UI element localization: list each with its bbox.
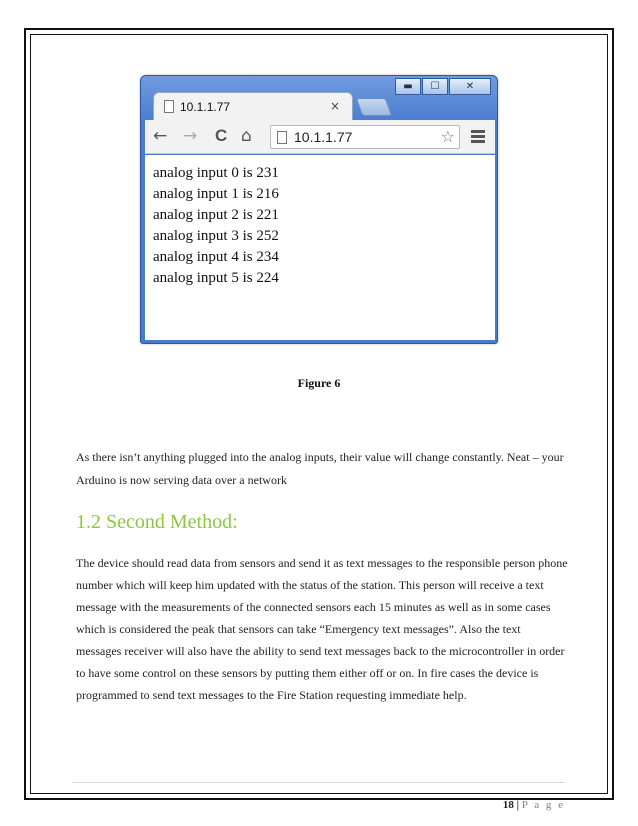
tab-close-icon[interactable]: × — [329, 99, 340, 113]
body-paragraph: As there isn’t anything plugged into the analog inputs, their value will change constantly. Neat – your Arduino is now serving data over a network — [76, 450, 564, 487]
menu-icon[interactable] — [471, 130, 485, 145]
browser-toolbar — [145, 120, 495, 154]
analog-reading: analog input 2 is 221 — [153, 207, 279, 223]
close-window-icon[interactable]: ✕ — [449, 78, 491, 95]
body-paragraph: The device should read data from sensors and send it as text messages to the responsible person phone number which will keep him updated with the status of the station. This person will receive a text message with the measurements of the connected sensors each 15 minutes as well as in some cases which is considered the peak that sensors can take “Emergency text messages”. Also the text messages receiver will also have the ability to send text messages back to the microcontroller in order to have some control on these sensors by putting them either off or on. In fire cases the device is programmed to send text messages to the Fire Station requesting immediate help. — [76, 556, 568, 702]
bookmark-star-icon[interactable]: ☆ — [440, 127, 455, 146]
new-tab-button[interactable] — [356, 98, 393, 116]
analog-reading: analog input 5 is 224 — [153, 270, 279, 286]
browser-titlebar — [141, 76, 497, 120]
page-document-icon — [164, 100, 174, 113]
maximize-icon[interactable]: ☐ — [422, 78, 448, 95]
tab-title: 10.1.1.77 — [180, 99, 231, 114]
analog-reading: analog input 3 is 252 — [153, 228, 279, 244]
browser-content — [145, 155, 495, 340]
page-label: P a g e — [521, 799, 565, 811]
browser-tab[interactable] — [153, 92, 353, 120]
address-text: 10.1.1.77 — [294, 129, 353, 145]
figure-caption: Figure 6 — [297, 376, 341, 390]
minimize-icon[interactable]: ▬ — [395, 78, 421, 95]
browser-window-figure — [140, 75, 498, 344]
analog-reading: analog input 1 is 216 — [153, 186, 279, 202]
page-document-icon — [277, 131, 287, 144]
forward-arrow-icon[interactable]: → — [183, 126, 198, 146]
address-bar[interactable] — [270, 125, 460, 149]
page-number: 18 — [502, 799, 514, 811]
page-footer — [503, 799, 565, 811]
home-icon[interactable]: ⌂ — [241, 126, 252, 146]
back-arrow-icon[interactable]: ← — [153, 126, 168, 146]
footer-separator: | — [516, 799, 520, 811]
footer-divider — [72, 782, 565, 783]
section-heading: 1.2 Second Method: — [76, 511, 238, 533]
analog-reading: analog input 0 is 231 — [153, 165, 279, 181]
analog-reading: analog input 4 is 234 — [153, 249, 279, 265]
window-controls — [394, 78, 491, 95]
reload-icon[interactable]: C — [215, 126, 228, 145]
